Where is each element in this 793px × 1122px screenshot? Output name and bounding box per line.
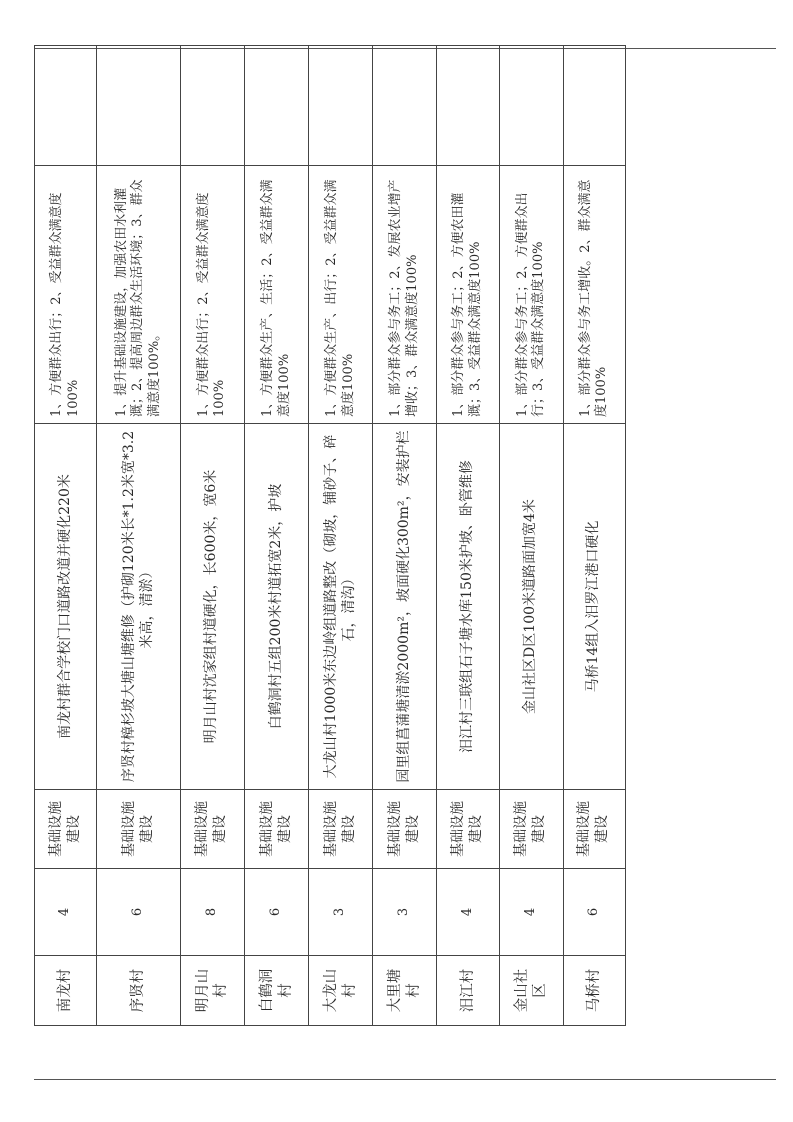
table-row (244, 46, 308, 1026)
content-cell: 汨江村三联组石子塘水库150米护坡、卧管维修 (437, 424, 499, 790)
village-cell: 大龙山村 (309, 956, 373, 1026)
table-row (97, 46, 181, 1026)
type-cell: 基础设施建设 (499, 790, 563, 869)
content-cell: 序贤村樟杉坡大塘山塘维修（护砌120米长*1.2米宽*3.2米高，清淤） (97, 424, 181, 790)
table-row (563, 46, 625, 1026)
table-row (309, 46, 373, 1026)
content-cell: 园里组菖蒲塘清淤2000m²，坡面硬化300m²，安装护栏 (373, 424, 437, 790)
table-row (35, 46, 97, 1026)
type-cell: 基础设施建设 (244, 790, 308, 869)
count-cell: 3 (373, 869, 437, 956)
remarks-cell (373, 46, 437, 166)
type-cell: 基础设施建设 (180, 790, 244, 869)
village-cell: 南龙村 (35, 956, 97, 1026)
count-cell: 4 (499, 869, 563, 956)
benefit-cell: 1、方便群众生产、生活；2、受益群众满意度100% (244, 166, 308, 424)
type-cell: 基础设施建设 (309, 790, 373, 869)
count-cell: 4 (35, 869, 97, 956)
village-cell: 汨江村 (437, 956, 499, 1026)
benefit-cell: 1、提升基础设施建设，加强农田水利灌溉；2、提高周边群众生活环境；3、群众满意度100%。 (97, 166, 181, 424)
remarks-cell (244, 46, 308, 166)
project-table (34, 45, 626, 1026)
village-cell: 大里塘村 (373, 956, 437, 1026)
content-cell: 大龙山村1000米东边岭组道路整改（砌坡，铺砂子、碎石，清沟） (309, 424, 373, 790)
table-row (499, 46, 563, 1026)
village-cell: 明月山村 (180, 956, 244, 1026)
type-cell: 基础设施建设 (97, 790, 181, 869)
type-cell: 基础设施建设 (373, 790, 437, 869)
remarks-cell (499, 46, 563, 166)
count-cell: 3 (309, 869, 373, 956)
count-cell: 6 (563, 869, 625, 956)
benefit-cell: 1、方便群众出行；2、受益群众满意度100% (180, 166, 244, 424)
village-cell: 序贤村 (97, 956, 181, 1026)
village-cell: 马桥村 (563, 956, 625, 1026)
remarks-cell (309, 46, 373, 166)
remarks-cell (97, 46, 181, 166)
content-cell: 白鹤洞村五组200米村道拓宽2米，护坡 (244, 424, 308, 790)
table-row (180, 46, 244, 1026)
count-cell: 4 (437, 869, 499, 956)
village-cell: 金山社区 (499, 956, 563, 1026)
remarks-cell (563, 46, 625, 166)
type-cell: 基础设施建设 (563, 790, 625, 869)
benefit-cell: 1、部分群众参与务工；2、发展农业增产增收；3、群众满意度100% (373, 166, 437, 424)
remarks-cell (35, 46, 97, 166)
content-cell: 南龙村群合学校门口道路改道并硬化220米 (35, 424, 97, 790)
type-cell: 基础设施建设 (437, 790, 499, 869)
count-cell: 6 (244, 869, 308, 956)
village-cell: 白鹤洞村 (244, 956, 308, 1026)
table-row (373, 46, 437, 1026)
project-table-rotated (34, 46, 626, 1026)
table-row (437, 46, 499, 1026)
type-cell: 基础设施建设 (35, 790, 97, 869)
benefit-cell: 1、部分群众参与务工；2、方便群众出行；3、受益群众满意度100% (499, 166, 563, 424)
content-cell: 马桥14组入汨罗江港口硬化 (563, 424, 625, 790)
bottom-rule-line (34, 1079, 776, 1080)
count-cell: 8 (180, 869, 244, 956)
remarks-cell (437, 46, 499, 166)
benefit-cell: 1、部分群众参与务工；2、方便农田灌溉；3、受益群众满意度100% (437, 166, 499, 424)
benefit-cell: 1、部分群众参与务工增收。2、群众满意度100% (563, 166, 625, 424)
benefit-cell: 1、方便群众出行；2、受益群众满意度100% (35, 166, 97, 424)
benefit-cell: 1、方便群众生产、出行；2、受益群众满意度100% (309, 166, 373, 424)
content-cell: 明月山村沈家组村道硬化，长600米，宽6米 (180, 424, 244, 790)
count-cell: 6 (97, 869, 181, 956)
remarks-cell (180, 46, 244, 166)
content-cell: 金山社区D区100米道路面加宽4米 (499, 424, 563, 790)
